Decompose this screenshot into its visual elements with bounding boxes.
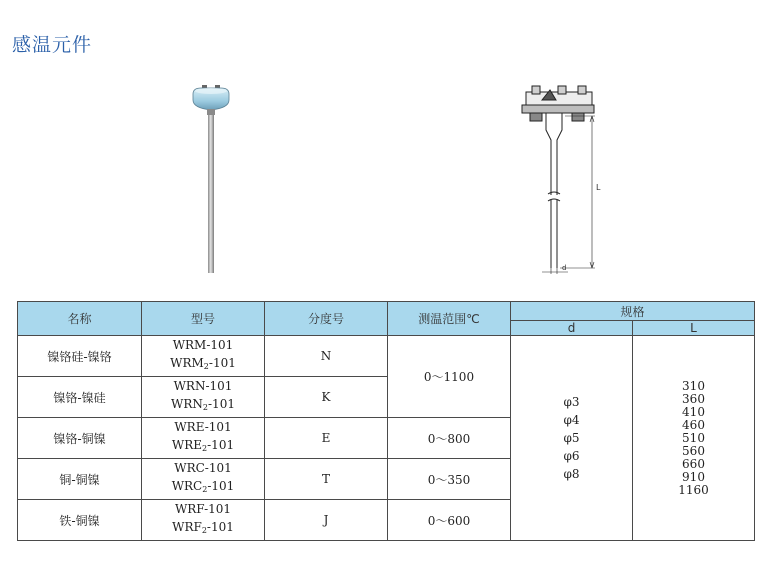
- model-line-a: WRF-101: [174, 502, 232, 516]
- L-value: 310: [682, 378, 705, 393]
- L-value: 560: [682, 443, 705, 458]
- model-line-a: WRN-101: [173, 379, 233, 393]
- cell-name: 镍铬-铜镍: [18, 418, 142, 459]
- cell-range-merged: 0～1100: [388, 336, 511, 418]
- cell-name: 铁-铜镍: [18, 500, 142, 541]
- L-value: 460: [682, 417, 705, 432]
- model-line-b: $WRN_2-101$: [171, 397, 235, 412]
- d-value: φ8: [563, 467, 580, 481]
- d-value: φ3: [563, 395, 580, 409]
- model-line-a: WRM-101: [172, 338, 234, 352]
- model-line-b: $WRM_2-101$: [170, 356, 236, 371]
- dimension-drawing: [510, 80, 610, 275]
- cell-range: 0～600: [388, 500, 511, 541]
- cell-range: 0～800: [388, 418, 511, 459]
- cell-graduation: J: [265, 500, 388, 541]
- cell-graduation: N: [265, 336, 388, 377]
- cell-graduation: K: [265, 377, 388, 418]
- cell-d-values: [511, 336, 633, 541]
- dim-d-label: d: [562, 264, 567, 272]
- spec-table: [17, 301, 755, 541]
- table-row: [18, 336, 755, 377]
- cell-model: [142, 418, 265, 459]
- L-value: 1160: [678, 482, 709, 497]
- cell-range: 0～350: [388, 459, 511, 500]
- model-line-a: WRC-101: [174, 461, 232, 475]
- page-title: 感温元件: [12, 34, 93, 56]
- model-line-a: WRE-101: [174, 420, 232, 434]
- L-value: 510: [682, 430, 705, 445]
- L-value: 910: [682, 469, 705, 484]
- cell-L-values: [633, 336, 755, 541]
- header-name: 名称: [18, 302, 142, 336]
- L-value: 410: [682, 404, 705, 419]
- cell-graduation: E: [265, 418, 388, 459]
- cell-graduation: T: [265, 459, 388, 500]
- cell-model: [142, 377, 265, 418]
- header-model: 型号: [142, 302, 265, 336]
- header-L: L: [633, 321, 755, 336]
- cell-name: 铜-铜镍: [18, 459, 142, 500]
- header-range: 测温范围℃: [388, 302, 511, 336]
- dim-L-label: L: [596, 183, 601, 192]
- probe-photo: [185, 82, 245, 277]
- d-value: φ4: [563, 413, 580, 427]
- cell-model: [142, 459, 265, 500]
- cell-name: 镍铬硅-镍铬: [18, 336, 142, 377]
- cell-model: [142, 336, 265, 377]
- header-graduation: 分度号: [265, 302, 388, 336]
- header-spec: 规格: [511, 302, 755, 321]
- model-line-b: $WRC_2-101$: [171, 479, 235, 494]
- model-line-b: $WRF_2-101$: [172, 520, 234, 535]
- model-line-b: $WRE_2-101$: [171, 438, 235, 453]
- d-value: φ6: [563, 449, 580, 463]
- d-value: φ5: [563, 431, 580, 445]
- L-value: 360: [682, 391, 705, 406]
- L-value: 660: [682, 456, 705, 471]
- header-d: d: [511, 321, 633, 336]
- cell-name: 镍铬-镍硅: [18, 377, 142, 418]
- cell-model: [142, 500, 265, 541]
